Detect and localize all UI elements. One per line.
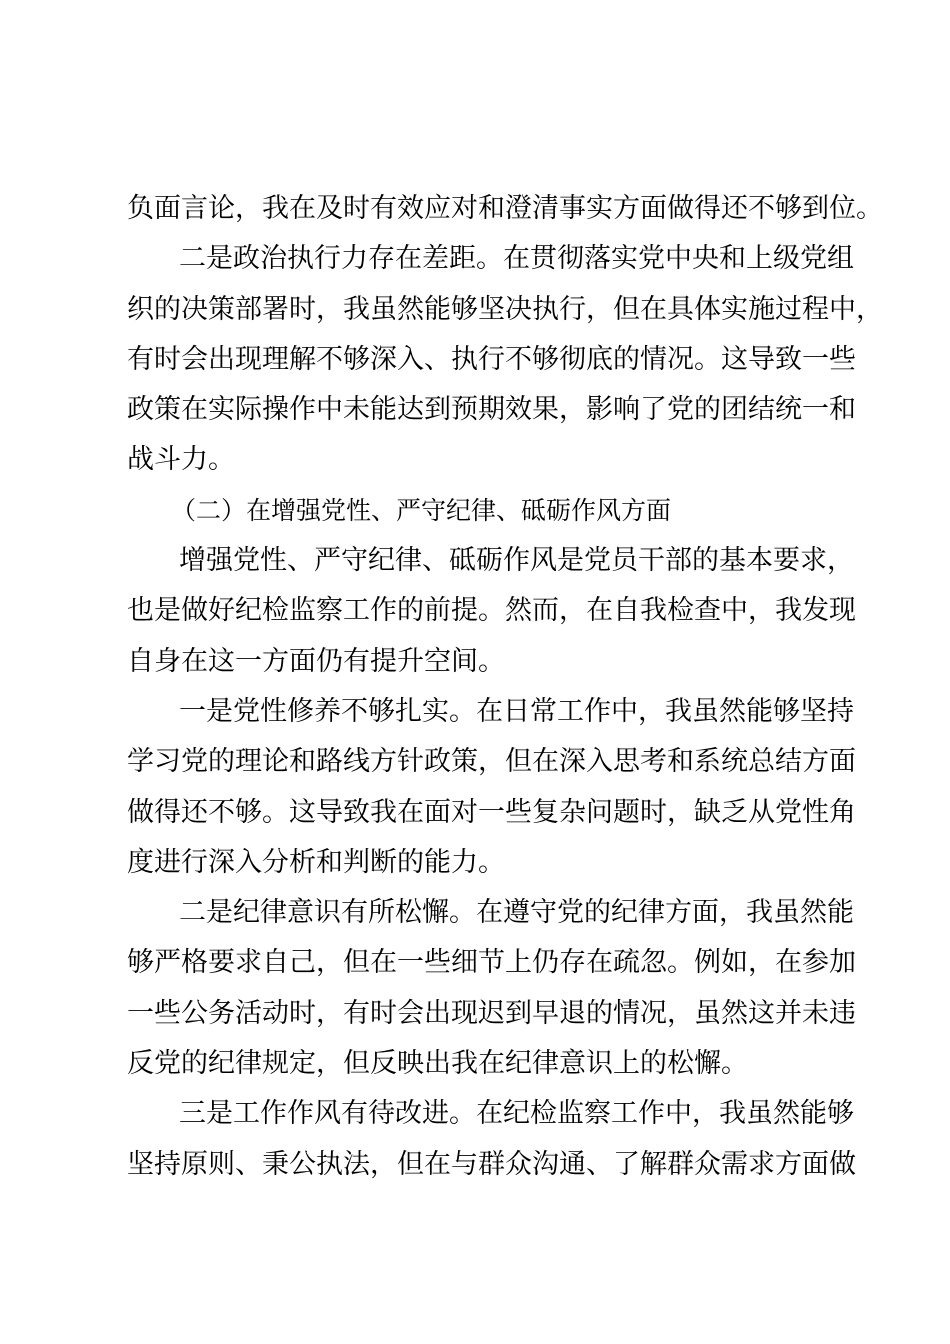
text-line: 学习党的理论和路线方针政策，但在深入思考和系统总结方面 xyxy=(127,746,856,778)
text-line: 负面言论，我在及时有效应对和澄清事实方面做得还不够到位。 xyxy=(127,193,883,224)
text-line: 度进行深入分析和判断的能力。 xyxy=(127,846,505,878)
paragraph-start-line: 增强党性、严守纪律、砥砺作风是党员干部的基本要求， xyxy=(179,545,854,577)
text-line: 反党的纪律规定，但反映出我在纪律意识上的松懈。 xyxy=(127,1048,748,1080)
text-line: 也是做好纪检监察工作的前提。然而，在自我检查中，我发现 xyxy=(127,595,856,627)
text-line: 有时会出现理解不够深入、执行不够彻底的情况。这导致一些 xyxy=(127,343,856,375)
text-line: 自身在这一方面仍有提升空间。 xyxy=(127,645,505,677)
text-line: 够严格要求自己，但在一些细节上仍存在疏忽。例如，在参加 xyxy=(127,947,856,979)
paragraph-start-line: 一是党性修养不够扎实。在日常工作中，我虽然能够坚持 xyxy=(179,695,854,727)
text-line: 一些公务活动时，有时会出现迟到早退的情况，虽然这并未违 xyxy=(127,997,856,1029)
text-line: 坚持原则、秉公执法，但在与群众沟通、了解群众需求方面做 xyxy=(127,1148,856,1180)
paragraph-start-line: 二是政治执行力存在差距。在贯彻落实党中央和上级党组 xyxy=(179,243,854,275)
text-line: 做得还不够。这导致我在面对一些复杂问题时，缺乏从党性角 xyxy=(127,796,856,828)
text-line: 织的决策部署时，我虽然能够坚决执行，但在具体实施过程中， xyxy=(127,293,883,325)
text-line: 战斗力。 xyxy=(127,444,235,476)
section-heading: （二）在增强党性、严守纪律、砥砺作风方面 xyxy=(171,495,672,525)
document-body xyxy=(127,184,883,1190)
text-line: 政策在实际操作中未能达到预期效果，影响了党的团结统一和 xyxy=(127,394,856,426)
paragraph-start-line: 三是工作作风有待改进。在纪检监察工作中，我虽然能够 xyxy=(179,1098,854,1130)
paragraph-start-line: 二是纪律意识有所松懈。在遵守党的纪律方面，我虽然能 xyxy=(179,897,854,929)
